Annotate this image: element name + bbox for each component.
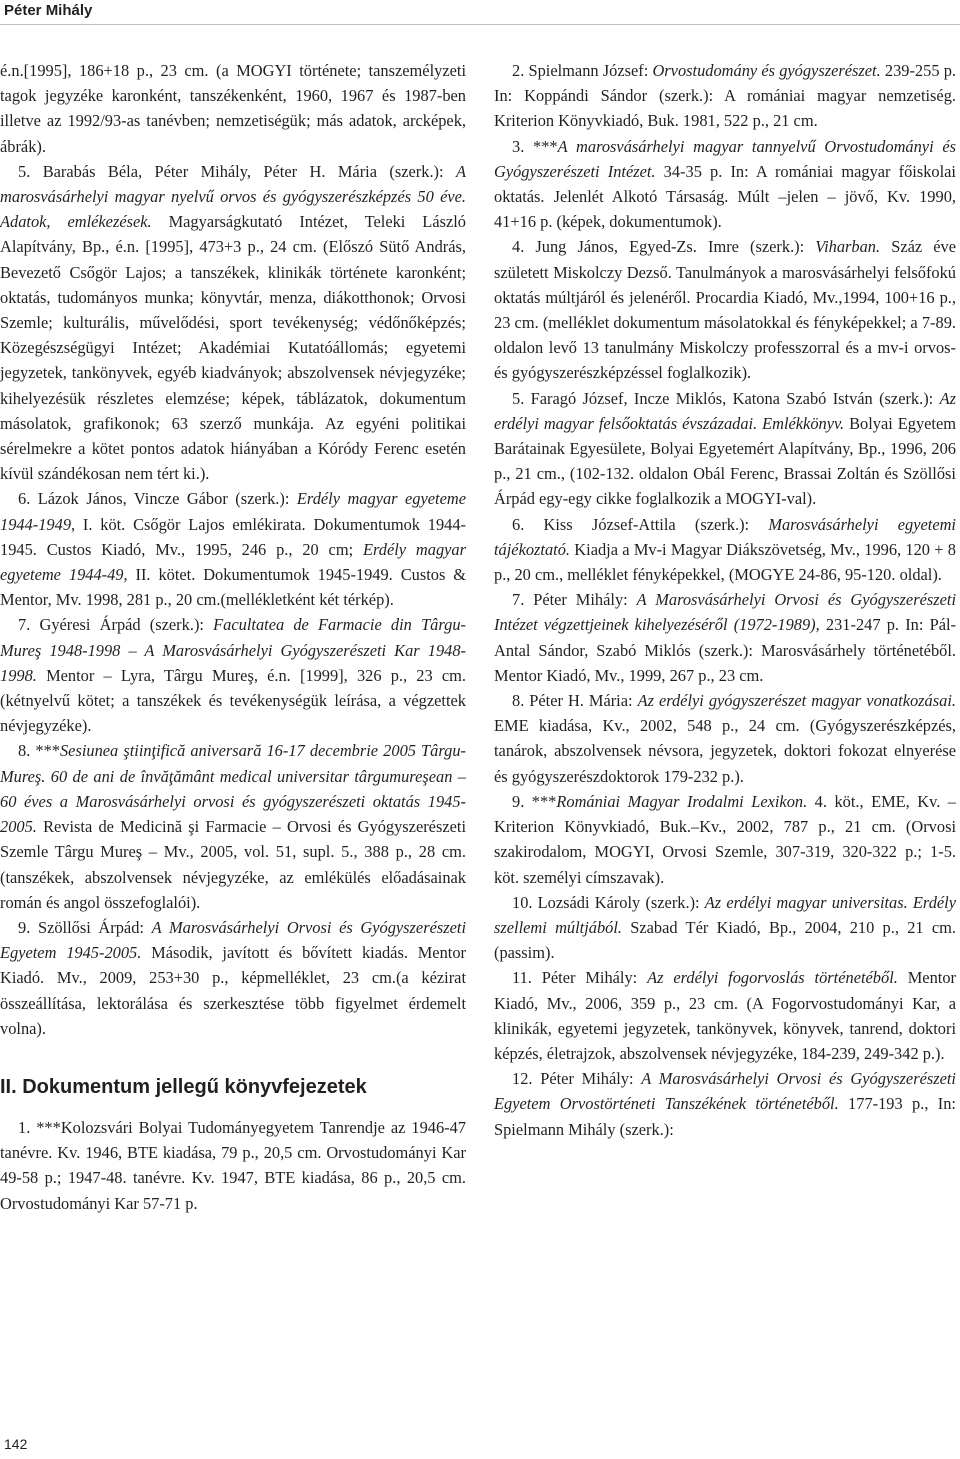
chapter-entry-8: 8. Péter H. Mária: Az erdélyi gyógyszerészet magyar vonatkozásai. EME kiadása, Kv., 2002, 548 p., 24 cm. (Gyógyszerészképzés, tanárok, abszolvensek névsora, jegyzetek, doktori fokozat elnyerése és gyógyszerészdoktorok 179-232 p.).	[494, 691, 956, 786]
bibliography-entry-7: 7. Gyéresi Árpád (szerk.): Facultatea de Farmacie din Târgu-Mureş 1948-1998 – A Marosvásárhelyi Gyógyszerészeti Kar 1948-1998. Mentor – Lyra, Târgu Mureş, é.n. [1999], 326 p., 23 cm. (kétnyelvű kötet; a tanszékek és tevékenységük leírása, a végzettek névjegyzéke).	[0, 615, 466, 736]
running-head: Péter Mihály	[4, 2, 93, 19]
chapter-entry-11: 11. Péter Mihály: Az erdélyi fogorvoslás történetéből. Mentor Kiadó, Mv., 2006, 359 p., 23 cm. (A Fogorvostudományi Kar, a klinikák, egyetemi jegyzetek, tankönyvek, könyvek, tanrend, doktori képzés, életrajzok, abszolvensek névjegyzéke, 184-239, 249-342 p.).	[494, 968, 956, 1063]
bibliography-entry-6: 6. Lázok János, Vincze Gábor (szerk.): Erdély magyar egyeteme 1944-1949, I. köt. Csőgör Lajos emlékirata. Dokumentumok 1944-1945. Custos Kiadó, Mv., 1995, 246 p., 20 cm; Erdély magyar egyeteme 1944-49, II. kötet. Dokumentumok 1945-1949. Custos & Mentor, Mv. 1998, 281 p., 20 cm.(mellékletként két térkép).	[0, 489, 466, 610]
bibliography-entry-continued: é.n.[1995], 186+18 p., 23 cm. (a MOGYI története; tanszemélyzeti tagok jegyzéke karonként, tanszékenként, 1960, 1967 és 1987-ben illetve az 1992/93-as tanévben; nemzetiségük; más adatok, arcképek, ábrák).	[0, 61, 466, 156]
chapter-entry-5: 5. Faragó József, Incze Miklós, Katona Szabó István (szerk.): Az erdélyi magyar felsőoktatás évszázadai. Emlékkönyv. Bolyai Egyetem Barátainak Egyesülete, Bolyai Egyetemért Alapítvány, Bp., 1996, 206 p., 21 cm., (102-132. oldalon Obál Ferenc, Brassai Zoltán és Szöllősi Árpád egy-egy cikke foglalkozik a MOGYI-val).	[494, 388, 956, 509]
chapter-entry-1: 1. ***Kolozsvári Bolyai Tudományegyetem Tanrendje az 1946-47 tanévre. Kv. 1946, BTE kiadása, 79 p., 20,5 cm. Orvostudományi Kar 49-58 p.; 1947-48. tanévre. Kv. 1947, BTE kiadása, 86 p., 20,5 cm. Orvostudományi Kar 57-71 p.	[0, 1117, 466, 1213]
bibliography-entry-5: 5. Barabás Béla, Péter Mihály, Péter H. Mária (szerk.): A marosvásárhelyi magyar nyelvű orvos és gyógyszerészképzés 50 éve. Adatok, emlékezések. Magyarságkutató Intézet, Teleki László Alapítvány, Bp., é.n. [1995], 473+3 p., 24 cm. (Előszó Sütő András, Bevezető Csőgör Lajos; a tanszékek, klinikák története karonként; oktatás, tudományos munka; könyvtár, menza, diákotthonok; Orvosi Szemle; kulturális, művelődési, sport tevékenység; védőnőképzés; Közegészségügyi Intézet; Akadémiai Kutatóállomás; egyetemi jegyzetek, tankönyvek, egyéb kiadványok; abszolvensek névjegyzéke; kihelyezésük részletes elemzése; képek, táblázatok, dokumentum másolatok, grafikonok; 63 szerző munkája. Az egyéni politikai sérelmekre a kötet pontos adatok hiányában a Kóródy Ferenc esetén kívül szándékosan nem tért ki.).	[0, 161, 466, 484]
chapter-entry-2: 2. Spielmann József: Orvostudomány és gyógyszerészet. 239-255 p. In: Koppándi Sándor (szerk.): A romániai magyar nemzetiség. Kriterion Könyvkiadó, Buk. 1981, 522 p., 21 cm.	[494, 61, 956, 131]
page-number: 142	[4, 1436, 28, 1452]
chapter-entry-6: 6. Kiss József-Attila (szerk.): Marosvásárhelyi egyetemi tájékoztató. Kiadja a Mv-i Magyar Diákszövetség, Mv., 1996, 120 + 8 p., 20 cm., melléklet fényképekkel, (MOGYE 24-86, 95-120. oldal).	[494, 514, 956, 585]
chapter-entry-4: 4. Jung János, Egyed-Zs. Imre (szerk.): Viharban. Száz éve született Miskolczy Dezső. Tanulmányok a marosvásárhelyi felsőfokú oktatás múltjáról és jelenéről. Procardia Kiadó, Mv.,1994, 100+16 p., 23 cm. (melléklet dokumentum másolatokkal és fényképekkel; a 7-89. oldalon levő 13 tanulmány Miskolczy professzorral és a mv-i orvos- és gyógyszerészképzéssel foglalkozik).	[494, 237, 956, 383]
bibliography-entry-9: 9. Szöllősi Árpád: A Marosvásárhelyi Orvosi és Gyógyszerészeti Egyetem 1945-2005. Második, javított és bővített kiadás. Mentor Kiadó. Mv., 2009, 253+30 p., képmelléklet, 23 cm.(a kézirat összeállítása, lektorálása és szerkesztése több figyelmet érdemelt volna).	[0, 917, 467, 1038]
left-column	[0, 58, 466, 1216]
chapter-entry-12: 12. Péter Mihály: A Marosvásárhelyi Orvosi és Gyógyszerészeti Egyetem Orvostörténeti Tanszékének történetéből. 177-193 p., In: Spielmann Mihály (szerk.):	[494, 1069, 956, 1139]
chapter-entry-9: 9. ***Romániai Magyar Irodalmi Lexikon. 4. köt., EME, Kv. – Kriterion Könyvkiadó, Buk.–Kv., 2002, 787 p., 21 cm. (Orvosi szakirodalom, MOGYI, Orvosi Szemle, 307-319, 320-322 p.; 1-5. köt. személyi címszavak).	[494, 791, 956, 887]
section-heading: II. Dokumentum jellegű könyvfejezetek	[0, 1075, 367, 1098]
page-header	[0, 0, 960, 25]
chapter-entry-10: 10. Lozsádi Károly (szerk.): Az erdélyi magyar universitas. Erdély szellemi múltjából. Szabad Tér Kiadó, Bp., 2004, 210 p., 21 cm. (passim).	[494, 892, 956, 963]
chapter-entry-3: 3. ***A marosvásárhelyi magyar tannyelvű Orvostudományi és Gyógyszerészeti Intézet. 34-35 p. In: A romániai magyar főiskolai oktatás. Jelenlét Alkotó Társaság. Múlt –jelen – jövő, Kv. 1990, 41+16 p. (képek, dokumentumok).	[494, 136, 956, 232]
chapter-entry-7: 7. Péter Mihály: A Marosvásárhelyi Orvosi és Gyógyszerészeti Intézet végzettjeinek kihelyezéséről (1972-1989), 231-247 p. In: Pál-Antal Sándor, Szabó Miklós (szerk.): Marosvásárhely történetéből. Mentor Kiadó, Mv., 1999, 267 p., 23 cm.	[494, 590, 957, 685]
right-column	[494, 58, 956, 1142]
bibliography-entry-8: 8. ***Sesiunea ştiinţifică aniversară 16-17 decembrie 2005 Târgu-Mureş. 60 de ani de învăţământ medical universitar târgumureşean – 60 éves a Marosvásárhelyi orvosi és gyógyszerészeti oktatás 1945-2005. Revista de Medicină şi Farmacie – Orvosi és Gyógyszerészeti Szemle Târgu Mureş – Mv., 2005, vol. 51, supl. 5., 388 p., 28 cm. (tanszékek, abszolvensek névjegyzéke, az emlékülés előadásainak román és angol összefoglalói).	[0, 741, 466, 912]
